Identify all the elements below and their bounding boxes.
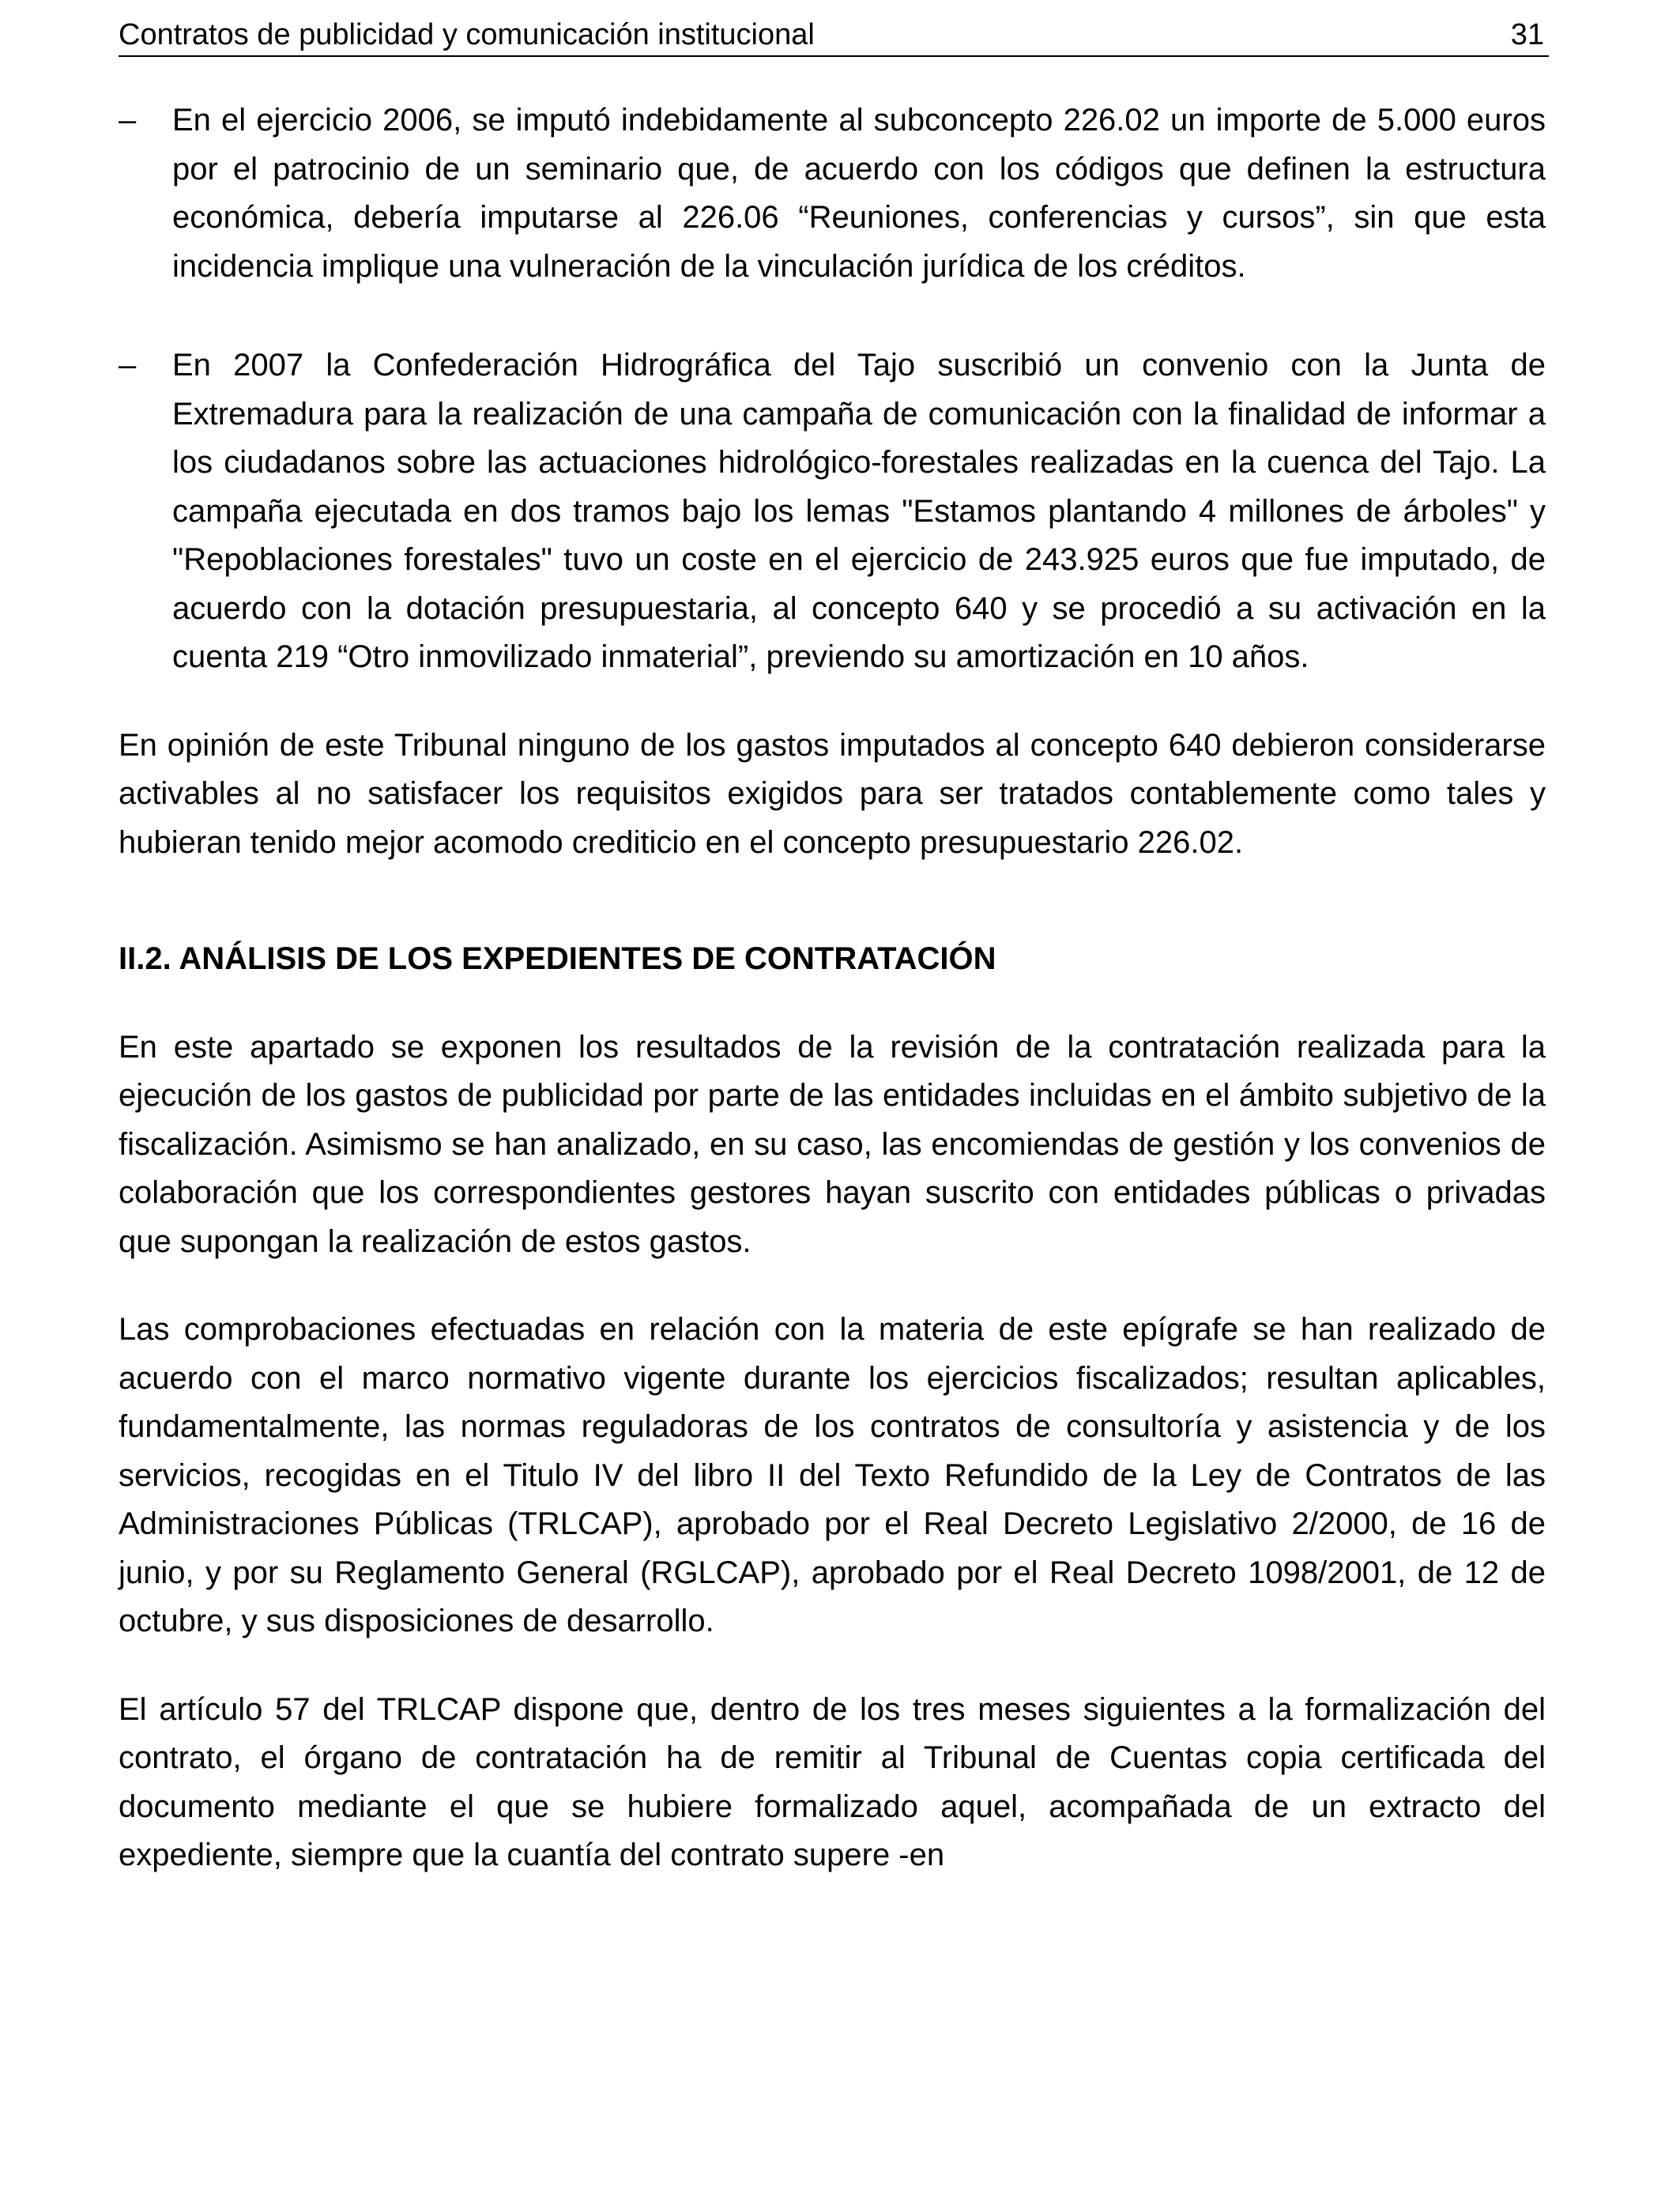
paragraph: En este apartado se exponen los resultados de la revisión de la contratación realizada para la ejecución de los gastos de publicidad por parte de las entidades incluidas en el ámbito subjetivo de la fiscalización. Asimismo se han analizado, en su caso, las encomiendas de gestión y los convenios de colaboración que los correspondientes gestores hayan suscrito con entidades públicas o privadas que supongan la realización de estos gastos.: [119, 1029, 1546, 1259]
bullet-item: [119, 96, 1546, 291]
paragraph: El artículo 57 del TRLCAP dispone que, dentro de los tres meses siguientes a la formalización del contrato, el órgano de contratación ha de remitir al Tribunal de Cuentas copia certificada del documento mediante el que se hubiere formalizado aquel, acompañada de un extracto del expediente, siempre que la cuantía del contrato supere -en: [119, 1691, 1546, 1872]
page-body: [119, 96, 1546, 1880]
page-number: 31: [1510, 18, 1544, 51]
bullet-text: En 2007 la Confederación Hidrográfica del Tajo suscribió un convenio con la Junta de Extremadura para la realización de una campaña de comunicación con la finalidad de informar a los ciudadanos sobre las actuaciones hidrológico-forestales realizadas en la cuenca del Tajo. La campaña ejecutada en dos tramos bajo los lemas "Estamos plantando 4 millones de árboles" y "Repoblaciones forestales" tuvo un coste en el ejercicio de 243.925 euros que fue imputado, de acuerdo con la dotación presupuestaria, al concepto 640 y se procedió a su activación en la cuenta 219 “Otro inmovilizado inmaterial”, previendo su amortización en 10 años.: [172, 348, 1546, 674]
dash-marker: –: [119, 348, 137, 383]
section-heading: II.2. ANÁLISIS DE LOS EXPEDIENTES DE CONTRATACIÓN: [119, 941, 996, 976]
opinion-paragraph: En opinión de este Tribunal ninguno de los gastos imputados al concepto 640 debieron considerarse activables al no satisfacer los requisitos exigidos para ser tratados contablemente como tales y hubieran tenido mejor acomodo crediticio en el concepto presupuestario 226.02.: [119, 727, 1546, 860]
document-page: [119, 0, 1549, 2194]
header-title: Contratos de publicidad y comunicación institucional: [119, 18, 815, 51]
bullet-text: En el ejercicio 2006, se imputó indebidamente al subconcepto 226.02 un importe de 5.000 euros por el patrocinio de un seminario que, de acuerdo con los códigos que definen la estructura económica, debería imputarse al 226.06 “Reuniones, conferencias y cursos”, sin que esta incidencia implique una vulneración de la vinculación jurídica de los créditos.: [172, 103, 1546, 284]
dash-marker: –: [119, 103, 137, 138]
page-header: [119, 14, 1549, 57]
paragraph: Las comprobaciones efectuadas en relación con la materia de este epígrafe se han realizado de acuerdo con el marco normativo vigente durante los ejercicios fiscalizados; resultan aplicables, fundamentalmente, las normas reguladoras de los contratos de consultoría y asistencia y de los servicios, recogidas en el Titulo IV del libro II del Texto Refundido de la Ley de Contratos de las Administraciones Públicas (TRLCAP), aprobado por el Real Decreto Legislativo 2/2000, de 16 de junio, y por su Reglamento General (RGLCAP), aprobado por el Real Decreto 1098/2001, de 12 de octubre, y sus disposiciones de desarrollo.: [119, 1312, 1546, 1638]
bullet-item: [119, 341, 1546, 682]
